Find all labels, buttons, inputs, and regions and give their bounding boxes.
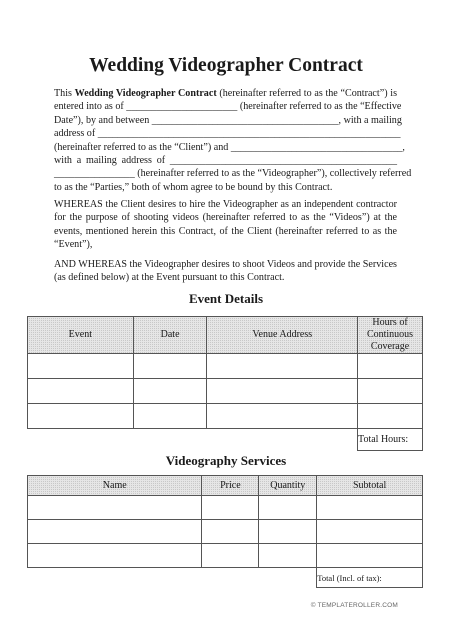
intro-line-5: (hereinafter referred to as the “Client”) and __________________________________, bbox=[54, 141, 405, 153]
event-cell[interactable] bbox=[28, 404, 134, 429]
table-row bbox=[28, 520, 423, 544]
quantity-cell[interactable] bbox=[259, 496, 317, 520]
intro-line-2: entered into as of ______________________ (hereinafter referred to as the “Effective bbox=[54, 101, 402, 113]
services-col-name: Name bbox=[28, 476, 202, 496]
table-row bbox=[28, 404, 423, 429]
date-cell[interactable] bbox=[133, 354, 207, 379]
subtotal-cell[interactable] bbox=[317, 520, 423, 544]
intro-paragraph bbox=[54, 87, 412, 194]
name-cell[interactable] bbox=[28, 544, 202, 568]
price-cell[interactable] bbox=[202, 544, 259, 568]
event-cell[interactable] bbox=[28, 379, 134, 404]
quantity-cell[interactable] bbox=[259, 520, 317, 544]
hours-cell[interactable] bbox=[358, 404, 423, 429]
event-total-row bbox=[28, 429, 423, 451]
whereas-paragraph bbox=[54, 198, 397, 252]
intro-line-3: Date”), by and between _____________________________________, with a mailing bbox=[54, 114, 402, 126]
subtotal-cell[interactable] bbox=[317, 544, 423, 568]
event-cell[interactable] bbox=[28, 354, 134, 379]
document-title: Wedding Videographer Contract bbox=[89, 55, 363, 76]
quantity-cell[interactable] bbox=[259, 544, 317, 568]
intro-line-4: address of ____________________________________________________________ bbox=[54, 128, 401, 140]
footer-watermark: © TEMPLATEROLLER.COM bbox=[310, 602, 398, 609]
total-hours-label: Total Hours: bbox=[358, 429, 423, 451]
name-cell[interactable] bbox=[28, 496, 202, 520]
whereas-line-3: events, mentioned herein this Contract, of the Client (hereinafter referred to as the bbox=[54, 225, 397, 237]
name-cell[interactable] bbox=[28, 520, 202, 544]
hours-cell[interactable] bbox=[358, 379, 423, 404]
table-row bbox=[28, 379, 423, 404]
hours-cell[interactable] bbox=[358, 354, 423, 379]
and-whereas-paragraph bbox=[54, 258, 397, 285]
subtotal-cell[interactable] bbox=[317, 496, 423, 520]
event-details-table bbox=[27, 316, 423, 451]
venue-cell[interactable] bbox=[207, 354, 358, 379]
table-row bbox=[28, 544, 423, 568]
and-whereas-line-1: AND WHEREAS the Videographer desires to shoot Videos and provide the Services bbox=[54, 259, 397, 270]
date-cell[interactable] bbox=[133, 379, 207, 404]
date-cell[interactable] bbox=[133, 404, 207, 429]
whereas-line-1: WHEREAS the Client desires to hire the Videographer as an independent contractor bbox=[54, 199, 397, 210]
table-row bbox=[28, 496, 423, 520]
event-header-row bbox=[28, 317, 423, 354]
intro-line-7: ________________ (hereinafter referred to as the “Videographer”), collectively referred bbox=[54, 168, 412, 180]
venue-cell[interactable] bbox=[207, 404, 358, 429]
total-row-spacer bbox=[28, 429, 358, 451]
price-cell[interactable] bbox=[202, 496, 259, 520]
price-cell[interactable] bbox=[202, 520, 259, 544]
total-incl-tax-label: Total (Incl. of tax): bbox=[317, 568, 423, 588]
event-details-heading: Event Details bbox=[188, 291, 264, 306]
contract-name-bold: Wedding Videographer Contract bbox=[74, 88, 217, 99]
intro-line-6: with a mailing address of _____________________________________________ bbox=[54, 154, 397, 166]
whereas-line-2: for the purpose of shooting videos (hereinafter referred to as the “Videos”) at the bbox=[54, 212, 397, 224]
event-col-date: Date bbox=[133, 317, 207, 354]
services-header-row bbox=[28, 476, 423, 496]
services-col-price: Price bbox=[202, 476, 259, 496]
event-col-hours: Hours of Continuous Coverage bbox=[358, 317, 423, 354]
services-total-row bbox=[28, 568, 423, 588]
intro-line-1-suffix: (hereinafter referred to as the “Contract”) is bbox=[216, 88, 397, 99]
and-whereas-line-2: (as defined below) at the Event pursuant to this Contract. bbox=[54, 272, 285, 284]
intro-line-8: to as the “Parties,” both of whom agree to be bound by this Contract. bbox=[54, 181, 333, 193]
venue-cell[interactable] bbox=[207, 379, 358, 404]
total-row-spacer bbox=[28, 568, 317, 588]
intro-line-1 bbox=[54, 87, 397, 100]
services-col-subtotal: Subtotal bbox=[317, 476, 423, 496]
intro-line-1-prefix: This bbox=[54, 88, 75, 99]
videography-services-heading: Videography Services bbox=[165, 453, 287, 468]
table-row bbox=[28, 354, 423, 379]
services-col-quantity: Quantity bbox=[259, 476, 317, 496]
event-col-venue: Venue Address bbox=[207, 317, 358, 354]
videography-services-table bbox=[27, 475, 423, 588]
whereas-line-4: “Event”), bbox=[54, 239, 93, 251]
event-col-event: Event bbox=[28, 317, 134, 354]
